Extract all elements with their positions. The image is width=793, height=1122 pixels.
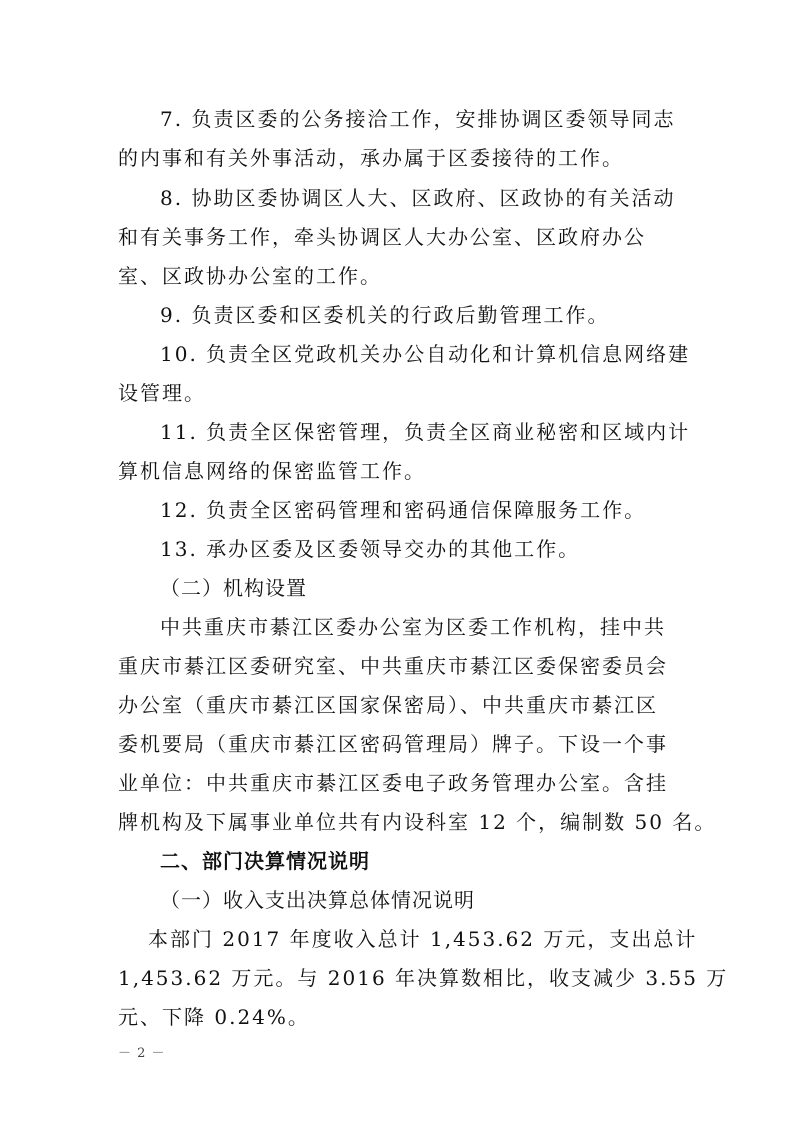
- text-line: 中共重庆市綦江区委办公室为区委工作机构，挂中共: [160, 615, 666, 639]
- section-subheading: （一）收入支出决算总体情况说明: [160, 888, 475, 912]
- text-line: 重庆市綦江区委研究室、中共重庆市綦江区委保密委员会: [118, 654, 668, 678]
- text-line: 业单位：中共重庆市綦江区委电子政务管理办公室。含挂: [118, 771, 668, 795]
- text-line: 9. 负责区委和区委机关的行政后勤管理工作。: [160, 303, 610, 327]
- text-line: 牌机构及下属事业单位共有内设科室 12 个，编制数 50 名。: [118, 810, 717, 834]
- text-line: 12. 负责全区密码管理和密码通信保障服务工作。: [160, 498, 647, 522]
- text-line: 本部门 2017 年度收入总计 1,453.62 万元，支出总计: [148, 927, 698, 951]
- text-line: 室、区政协办公室的工作。: [118, 264, 382, 288]
- text-line: 办公室（重庆市綦江区国家保密局）、中共重庆市綦江区: [118, 693, 658, 717]
- page-number: － 2 －: [118, 1046, 166, 1061]
- text-line: 10. 负责全区党政机关办公自动化和计算机信息网络建: [160, 342, 691, 366]
- text-line: 元、下降 0.24%。: [118, 1005, 310, 1029]
- text-line: 13. 承办区委及区委领导交办的其他工作。: [160, 537, 581, 561]
- text-line: 11. 负责全区保密管理，负责全区商业秘密和区域内计: [160, 420, 691, 444]
- text-line: 1,453.62 万元。与 2016 年决算数相比，收支减少 3.55 万: [118, 966, 729, 990]
- text-line: 委机要局（重庆市綦江区密码管理局）牌子。下设一个事: [118, 732, 668, 756]
- text-line: 的内事和有关外事活动，承办属于区委接待的工作。: [118, 146, 624, 170]
- text-line: 设管理。: [118, 381, 206, 405]
- text-line: 8. 协助区委协调区人大、区政府、区政协的有关活动: [160, 186, 676, 210]
- section-heading: 二、部门决算情况说明: [160, 849, 370, 873]
- text-line: 和有关事务工作，牵头协调区人大办公室、区政府办公: [118, 225, 646, 249]
- text-line: 算机信息网络的保密监管工作。: [118, 459, 426, 483]
- text-line: 7. 负责区委的公务接洽工作，安排协调区委领导同志: [160, 107, 676, 131]
- section-subheading: （二）机构设置: [160, 576, 307, 600]
